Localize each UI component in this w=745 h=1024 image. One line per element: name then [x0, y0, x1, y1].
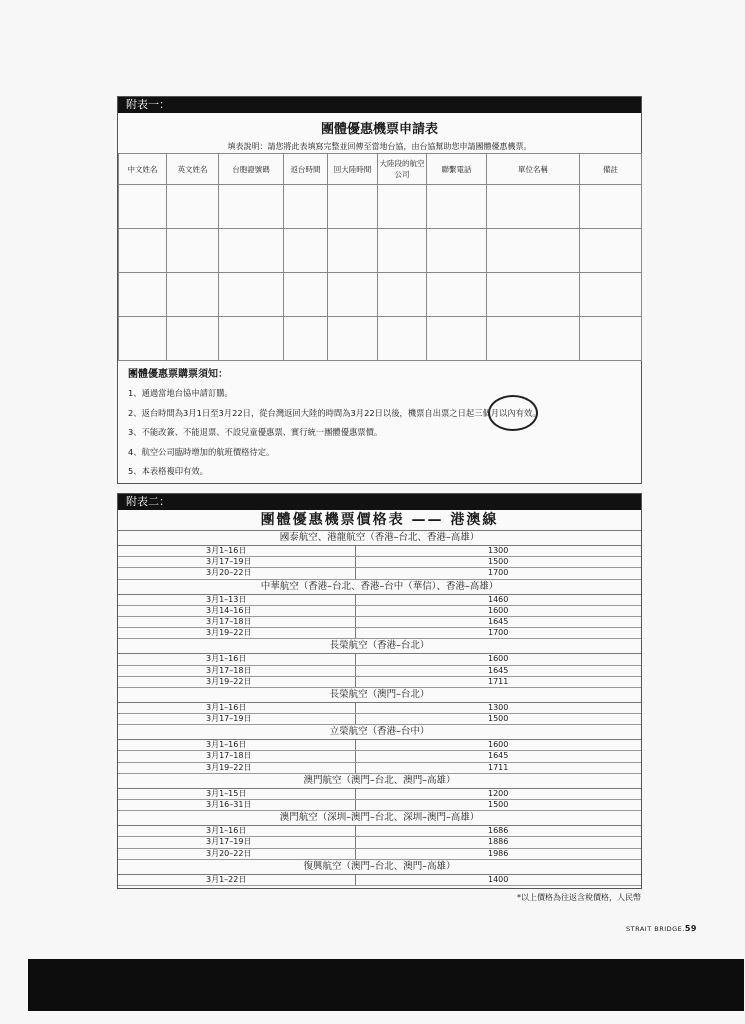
form-title: 團體優惠機票申請表	[320, 122, 438, 137]
column-header: 英文姓名	[167, 154, 219, 185]
page-number: 59	[684, 924, 697, 933]
blank-cell[interactable]	[580, 273, 642, 317]
blank-cell[interactable]	[427, 229, 487, 273]
price-cell: 1686	[488, 826, 509, 836]
date-range-cell: 3月1–13日	[118, 595, 356, 605]
date-range-cell: 3月19–22日	[118, 628, 356, 638]
blank-form-row	[119, 185, 642, 229]
blank-cell[interactable]	[487, 317, 580, 361]
price-cell: 1500	[488, 800, 509, 809]
price-cell: 1986	[488, 848, 509, 858]
date-range-cell: 3月17–19日	[118, 557, 356, 567]
column-header: 中文姓名	[119, 154, 167, 185]
price-footnote: *以上價格為往返含稅價格，人民幣	[517, 893, 641, 902]
date-range-cell: 3月1–16日	[118, 703, 356, 713]
blank-cell[interactable]	[284, 229, 328, 273]
blank-cell[interactable]	[219, 273, 284, 317]
note-item: 5、本表格複印有效。	[128, 466, 208, 476]
date-range-cell: 3月20–22日	[118, 568, 356, 578]
notes-title: 團體優惠票購票須知：	[128, 369, 228, 380]
column-header: 備註	[580, 154, 642, 185]
airline-route-header: 澳門航空（深圳–澳門–台北、深圳–澳門–高雄）	[118, 811, 641, 826]
date-range-cell: 3月19–22日	[118, 763, 356, 773]
price-row	[118, 740, 641, 751]
date-range-cell: 3月20–22日	[118, 849, 356, 859]
note-item: 3、不能改簽、不能退票、不設兒童優惠票、實行統一團體優惠票價。	[128, 427, 383, 437]
date-range-cell: 3月17–19日	[118, 714, 356, 724]
blank-cell[interactable]	[427, 317, 487, 361]
airline-route-header: 復興航空（澳門–台北、澳門–高雄）	[118, 860, 641, 875]
blank-cell[interactable]	[378, 229, 427, 273]
price-cell: 1645	[488, 751, 509, 761]
price-row	[118, 677, 641, 688]
blank-cell[interactable]	[219, 185, 284, 229]
airline-route-header: 立榮航空（香港–台中）	[118, 725, 641, 740]
section-bar: 附表二：	[118, 494, 641, 510]
date-range-cell: 3月1–15日	[118, 789, 356, 799]
column-header: 大陸段的航空公司	[378, 154, 427, 185]
brand-name: STRAIT BRIDGE.	[626, 925, 685, 933]
blank-cell[interactable]	[580, 317, 642, 361]
application-form-table	[118, 153, 642, 361]
blank-cell[interactable]	[328, 317, 378, 361]
price-row	[118, 714, 641, 725]
airline-route-header: 中華航空（香港–台北、香港–台中（華信）、香港–高雄）	[118, 580, 641, 595]
price-row	[118, 789, 641, 800]
blank-cell[interactable]	[328, 185, 378, 229]
column-header: 台胞證號碼	[219, 154, 284, 185]
application-form-section	[117, 96, 642, 484]
blank-cell[interactable]	[487, 273, 580, 317]
price-row	[118, 546, 641, 557]
price-row	[118, 875, 641, 886]
blank-cell[interactable]	[284, 317, 328, 361]
price-table-section	[117, 493, 642, 889]
price-row	[118, 837, 641, 848]
blank-cell[interactable]	[378, 185, 427, 229]
blank-cell[interactable]	[167, 273, 219, 317]
price-cell: 1645	[488, 616, 509, 626]
price-row	[118, 557, 641, 568]
note-item: 2、返台時間為3月1日至3月22日，從台灣返回大陸的時間為3月22日以後，機票自出票之日起三個月以內有效。	[128, 407, 541, 418]
airline-route-header: 長榮航空（澳門–台北）	[118, 688, 641, 703]
price-cell: 1300	[488, 546, 509, 555]
blank-cell[interactable]	[378, 317, 427, 361]
blank-form-row	[119, 273, 642, 317]
price-row	[118, 763, 641, 774]
date-range-cell: 3月1–22日	[118, 875, 356, 885]
date-range-cell: 3月1–16日	[118, 654, 356, 664]
price-cell: 1645	[488, 665, 509, 675]
price-row	[118, 595, 641, 606]
blank-cell[interactable]	[219, 229, 284, 273]
date-range-cell: 3月1–16日	[118, 740, 356, 750]
price-row	[118, 606, 641, 617]
date-range-cell: 3月19–22日	[118, 677, 356, 687]
price-groups	[118, 531, 641, 886]
price-row	[118, 800, 641, 811]
price-row	[118, 568, 641, 579]
hand-drawn-circle-mark	[488, 395, 538, 431]
price-cell: 1700	[488, 628, 509, 638]
column-header: 返台時間	[284, 154, 328, 185]
blank-cell[interactable]	[119, 229, 167, 273]
blank-cell[interactable]	[328, 273, 378, 317]
date-range-cell: 3月16–31日	[118, 800, 356, 810]
price-cell: 1600	[488, 654, 509, 664]
blank-cell[interactable]	[487, 185, 580, 229]
column-header: 單位名稱	[487, 154, 580, 185]
price-cell: 1600	[488, 605, 509, 615]
price-row	[118, 826, 641, 837]
date-range-cell: 3月1–16日	[118, 546, 356, 556]
price-row	[118, 751, 641, 762]
date-range-cell: 3月17–18日	[118, 666, 356, 676]
column-header: 聯繫電話	[427, 154, 487, 185]
price-row	[118, 617, 641, 628]
blank-cell[interactable]	[219, 317, 284, 361]
blank-cell[interactable]	[378, 273, 427, 317]
note-item: 1、通過當地台協申請訂購。	[128, 388, 233, 398]
airline-route-header: 澳門航空（澳門–台北、澳門–高雄）	[118, 774, 641, 789]
form-header-row	[119, 154, 642, 185]
price-cell: 1711	[488, 762, 509, 772]
price-row	[118, 703, 641, 714]
blank-cell[interactable]	[167, 185, 219, 229]
price-row	[118, 666, 641, 677]
price-table-title: 團體優惠機票價格表 —— 港澳線	[118, 510, 641, 531]
blank-cell[interactable]	[328, 229, 378, 273]
blank-cell[interactable]	[119, 185, 167, 229]
footer-brand	[626, 924, 697, 933]
airline-route-header: 國泰航空、港龍航空（香港–台北、香港–高雄）	[118, 531, 641, 546]
price-row	[118, 654, 641, 665]
section-bar: 附表一：	[118, 97, 641, 113]
price-cell: 1711	[488, 676, 509, 686]
bottom-dark-band	[28, 959, 744, 1011]
date-range-cell: 3月14–16日	[118, 606, 356, 616]
blank-cell[interactable]	[119, 317, 167, 361]
price-cell: 1500	[488, 714, 509, 724]
blank-cell[interactable]	[487, 229, 580, 273]
price-row	[118, 849, 641, 860]
blank-form-row	[119, 229, 642, 273]
blank-cell[interactable]	[167, 229, 219, 273]
price-cell: 1600	[488, 740, 509, 750]
blank-cell[interactable]	[427, 273, 487, 317]
blank-cell[interactable]	[580, 185, 642, 229]
price-cell: 1886	[488, 837, 509, 847]
blank-cell[interactable]	[284, 273, 328, 317]
form-instructions: 填表說明：請您將此表填寫完整並回傳至當地台協，由台協幫助您申請團體優惠機票。	[227, 142, 532, 151]
price-cell: 1400	[488, 874, 509, 884]
date-range-cell: 3月17–18日	[118, 751, 356, 761]
date-range-cell: 3月1–16日	[118, 826, 356, 836]
blank-cell[interactable]	[427, 185, 487, 229]
blank-cell[interactable]	[119, 273, 167, 317]
airline-route-header: 長榮航空（香港–台北）	[118, 639, 641, 654]
blank-cell[interactable]	[284, 185, 328, 229]
price-cell: 1200	[488, 788, 509, 798]
price-cell: 1300	[488, 702, 509, 712]
notes-list	[128, 384, 541, 482]
price-cell: 1700	[488, 568, 509, 578]
column-header: 回大陸時間	[328, 154, 378, 185]
price-cell: 1500	[488, 557, 509, 567]
price-row	[118, 628, 641, 639]
blank-cell[interactable]	[580, 229, 642, 273]
price-cell: 1460	[488, 594, 509, 604]
note-item: 4、航空公司臨時增加的航班價格待定。	[128, 446, 275, 457]
blank-cell[interactable]	[167, 317, 219, 361]
date-range-cell: 3月17–19日	[118, 837, 356, 847]
blank-form-row	[119, 317, 642, 361]
date-range-cell: 3月17–18日	[118, 617, 356, 627]
